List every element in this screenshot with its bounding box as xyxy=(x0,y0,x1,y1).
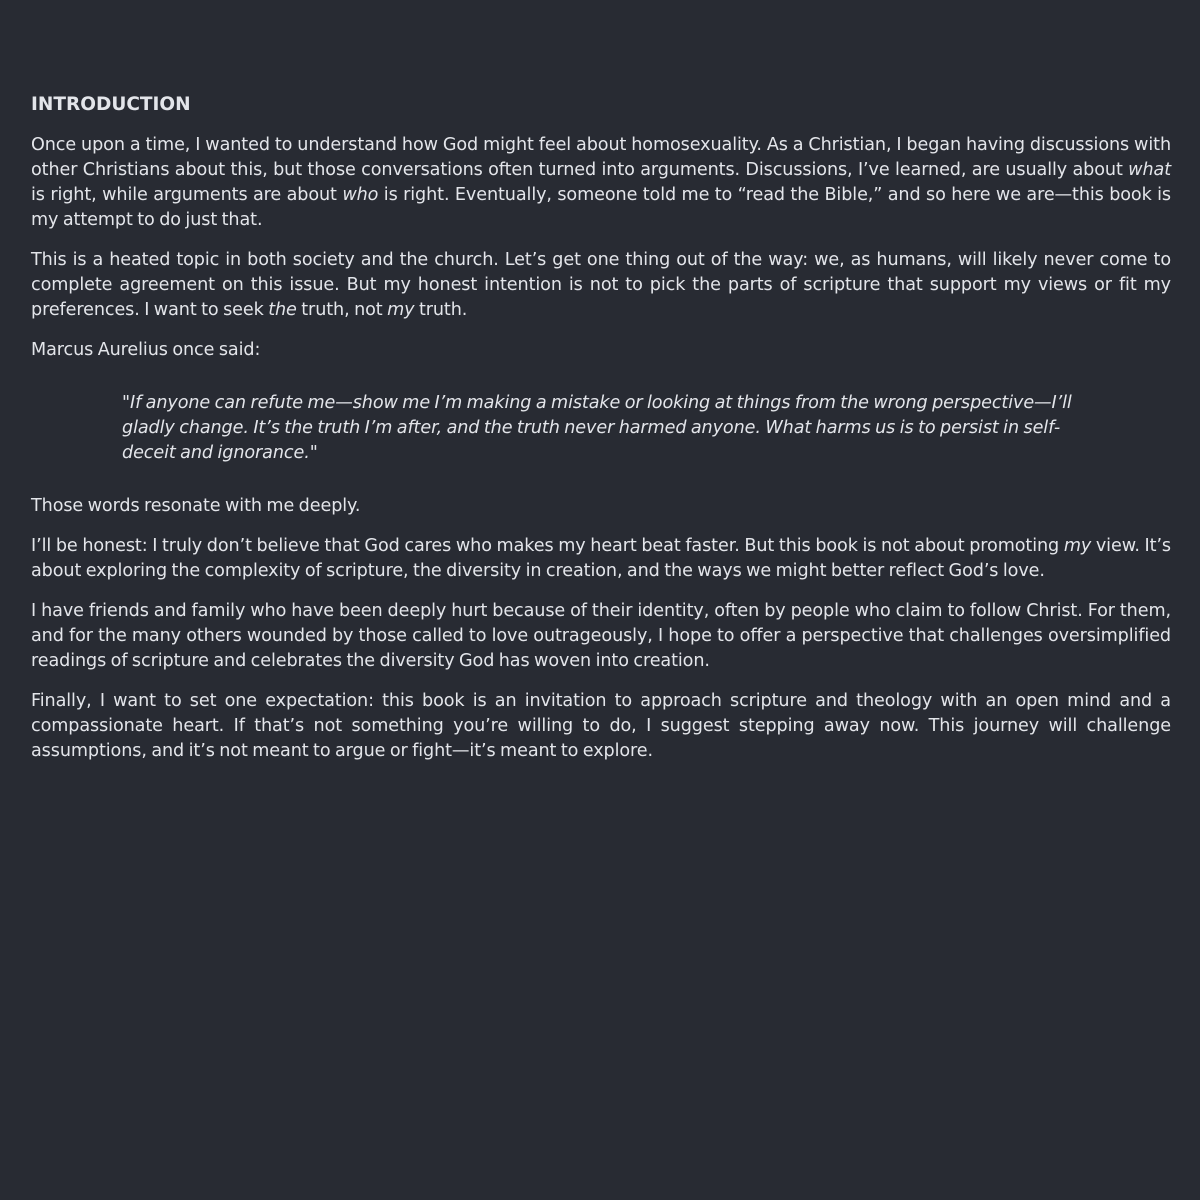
block-quote: "If anyone can refute me—show me I’m making a mistake or looking at things from the wrong perspective—I’ll gladly change. It’s the truth I’m after, and the truth never harmed anyone. What harms us is to persist in self-deceit and ignorance." xyxy=(122,393,1072,463)
paragraph-1-text-c: is right. Eventually, someone told me to “read the Bible,” and so here we are—this book is my attempt to do just that. xyxy=(31,185,1171,230)
paragraph-5-text-a: I’ll be honest: I truly don’t believe that God cares who makes my heart beat faster. But this book is not about promoting xyxy=(31,536,1064,556)
paragraph-5-text-b: view. It’s about exploring the complexity of scripture, the diversity in creation, and the ways we might better reflect God’s love. xyxy=(31,536,1172,581)
paragraph-1-text-a: Once upon a time, I wanted to understand how God might feel about homosexuality. As a Christian, I began having discussions with other Christians about this, but those conversations often turned into arguments. Discussions, I’ve learned, are usually about xyxy=(31,135,1171,180)
paragraph-1-text-b: is right, while arguments are about xyxy=(31,185,343,205)
paragraph-2-text-a: This is a heated topic in both society and the church. Let’s get one thing out of the way: we, as humans, will likely never come to complete agreement on this issue. But my honest intention is not to pick the parts of scripture that support my views or fit my preferences. I want to seek xyxy=(31,250,1171,320)
paragraph-2-emphasis-my: my xyxy=(387,300,415,320)
paragraph-5 xyxy=(31,534,1171,584)
chapter-heading: INTRODUCTION xyxy=(31,94,191,115)
paragraph-1-emphasis-what: what xyxy=(1128,160,1171,180)
paragraph-6: I have friends and family who have been deeply hurt because of their identity, often by people who claim to follow Christ. For them, and for the many others wounded by those called to love outrageously, I hope to offer a perspective that challenges oversimplified readings of scripture and celebrates the diversity God has woven into creation. xyxy=(31,601,1171,671)
reader-content xyxy=(31,92,1171,779)
paragraph-3: Marcus Aurelius once said: xyxy=(31,340,261,360)
paragraph-2 xyxy=(31,248,1171,323)
paragraph-2-text-b: truth, not xyxy=(296,300,388,320)
paragraph-1-emphasis-who: who xyxy=(342,185,379,205)
paragraph-1 xyxy=(31,133,1171,233)
paragraph-7: Finally, I want to set one expectation: this book is an invitation to approach scripture and theology with an open mind and a compassionate heart. If that’s not something you’re willing to do, I suggest stepping away now. This journey will challenge assumptions, and it’s not meant to argue or fight—it’s meant to explore. xyxy=(31,691,1171,761)
paragraph-5-emphasis-my: my xyxy=(1063,536,1092,556)
paragraph-4: Those words resonate with me deeply. xyxy=(31,496,361,516)
paragraph-2-text-c: truth. xyxy=(414,300,468,320)
paragraph-2-emphasis-the: the xyxy=(268,300,297,320)
